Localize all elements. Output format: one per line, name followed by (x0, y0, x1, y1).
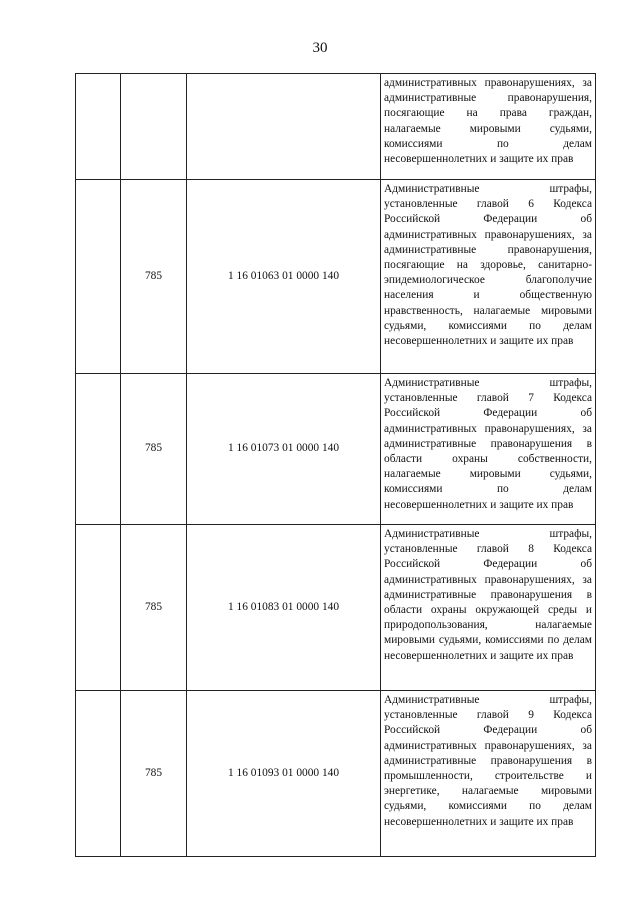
budget-code-cell (187, 74, 381, 180)
description-cell: Административные штрафы, установленные главой 8 Кодекса Российской Федерации об административных правонарушениях, за административные правонарушения в области охраны окружающей среды и природопользования, налагаемые мировыми судьями, комиссиями по делам несовершеннолетних и защите их прав (381, 525, 596, 691)
row-number-cell (76, 691, 121, 857)
row-number-cell (76, 525, 121, 691)
description-cell: Административные штрафы, установленные главой 6 Кодекса Российской Федерации об административных правонарушениях, за административные правонарушения, посягающие на здоровье, санитарно-эпидемиологическое благополучие населения и общественную нравственность, налагаемые мировыми судьями, комиссиями по делам несовершеннолетних и защите их прав (381, 180, 596, 374)
description-cell: административных правонарушениях, за административные правонарушения, посягающие на права граждан, налагаемые мировыми судьями, комиссиями по делам несовершеннолетних и защите их прав (381, 74, 596, 180)
row-number-cell (76, 74, 121, 180)
admin-code-cell: 785 (121, 374, 187, 525)
budget-code-cell: 1 16 01063 01 0000 140 (187, 180, 381, 374)
budget-codes-table (75, 73, 596, 857)
page-number: 30 (312, 40, 328, 56)
admin-code-cell (121, 74, 187, 180)
table-row (76, 691, 596, 857)
admin-code-cell: 785 (121, 691, 187, 857)
budget-code-cell: 1 16 01083 01 0000 140 (187, 525, 381, 691)
budget-code-cell: 1 16 01073 01 0000 140 (187, 374, 381, 525)
description-cell: Административные штрафы, установленные главой 9 Кодекса Российской Федерации об административных правонарушениях, за административные правонарушения в промышленности, строительстве и энергетике, налагаемые мировыми судьями, комиссиями по делам несовершеннолетних и защите их прав (381, 691, 596, 857)
admin-code-cell: 785 (121, 525, 187, 691)
table-row (76, 525, 596, 691)
table-row (76, 180, 596, 374)
table-row (76, 74, 596, 180)
row-number-cell (76, 180, 121, 374)
row-number-cell (76, 374, 121, 525)
table-row (76, 374, 596, 525)
budget-code-cell: 1 16 01093 01 0000 140 (187, 691, 381, 857)
description-cell: Административные штрафы, установленные главой 7 Кодекса Российской Федерации об административных правонарушениях, за административные правонарушения в области охраны собственности, налагаемые мировыми судьями, комиссиями по делам несовершеннолетних и защите их прав (381, 374, 596, 525)
admin-code-cell: 785 (121, 180, 187, 374)
